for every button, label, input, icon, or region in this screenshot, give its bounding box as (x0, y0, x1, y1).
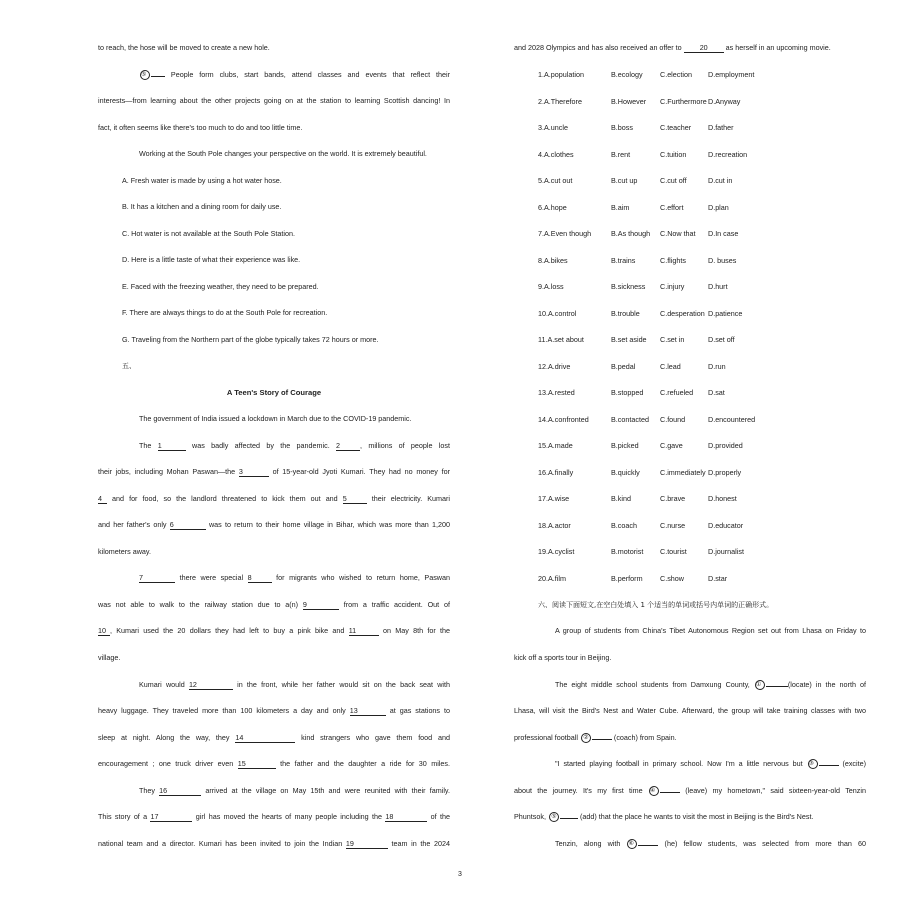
choice-option[interactable]: B.However (611, 96, 647, 106)
choice-option[interactable]: 1.A.population (538, 70, 584, 79)
choice-option[interactable]: B.ecology (611, 70, 643, 79)
choice-option[interactable]: B.pedal (611, 361, 636, 371)
answer-blank[interactable]: 19 (346, 840, 388, 849)
choice-option[interactable]: B.quickly (611, 467, 640, 477)
answer-blank[interactable] (592, 739, 612, 740)
option-d: D. Here is a little taste of what their experience was like. (122, 255, 301, 264)
choice-option[interactable]: C.found (660, 414, 686, 424)
choice-option[interactable]: C.immediately (660, 467, 706, 477)
choice-option[interactable]: 14.A.confronted (538, 414, 589, 424)
choice-option[interactable]: D.recreation (708, 149, 748, 159)
text-line: 10 , Kumari used the 20 dollars they had left to buy a pink bike and 11 on May 8th for the (98, 626, 450, 635)
choice-option[interactable]: 5.A.cut out (538, 176, 573, 185)
choice-option[interactable]: D.patience (708, 308, 743, 318)
text-line: was not able to walk to the railway station due to a(n) 9 from a traffic accident. Out of (98, 600, 450, 609)
text-line: Phuntsok, ⑤ (add) that the place he wants to visit the most in Beijing is the Bird's Nest. (514, 812, 814, 821)
answer-blank[interactable]: 3 (239, 468, 269, 477)
answer-blank[interactable]: 2 (336, 442, 360, 451)
answer-blank[interactable]: 6 (170, 521, 206, 530)
choice-option[interactable]: D.star (708, 573, 728, 583)
answer-blank[interactable]: 11 (349, 627, 379, 636)
text-line: encouragement ; one truck driver even 15 the father and the daughter a ride for 30 miles. (98, 759, 450, 768)
choice-option[interactable]: D.journalist (708, 547, 744, 556)
choice-option[interactable]: C.election (660, 70, 692, 79)
question-number-marker: ⑤ (549, 812, 559, 822)
question-number-marker: ② (581, 733, 591, 743)
choice-option[interactable]: B.coach (611, 520, 637, 530)
choice-option[interactable]: B.kind (611, 494, 631, 503)
choice-option[interactable]: 4.A.clothes (538, 149, 574, 159)
text-line: The government of India issued a lockdown in March due to the COVID-19 pandemic. (139, 414, 412, 423)
option-e: E. Faced with the freezing weather, they need to be prepared. (122, 282, 319, 291)
choice-option[interactable]: D.hurt (708, 282, 728, 291)
choice-option[interactable]: C.cut off (660, 176, 687, 185)
question-number-marker: ③ (808, 759, 818, 769)
text-line: kilometers away. (98, 547, 151, 556)
choice-option[interactable]: B.trouble (611, 308, 640, 318)
answer-blank[interactable] (819, 765, 839, 766)
text-line: A group of students from China's Tibet Autonomous Region set out from Lhasa on Friday to (555, 626, 866, 635)
choice-option[interactable]: C.refueled (660, 388, 694, 397)
choice-option[interactable]: 11.A.set about (538, 335, 584, 344)
answer-blank[interactable]: 9 (303, 601, 339, 610)
answer-blank[interactable]: 12 (189, 681, 233, 690)
choice-option[interactable]: 15.A.made (538, 441, 573, 450)
choice-option[interactable]: C.desperation (660, 308, 705, 318)
answer-blank[interactable]: 13 (350, 707, 386, 716)
question-number-marker: ⑤ (140, 70, 150, 80)
choice-option[interactable]: C.tourist (660, 547, 687, 556)
choice-option[interactable]: 9.A.loss (538, 282, 564, 291)
option-a: A. Fresh water is made by using a hot water hose. (122, 176, 282, 185)
text-line: about the journey. It's my first time ④ (leave) my hometown," said sixteen-year-old Tenzin (514, 786, 866, 795)
answer-blank[interactable]: 8 (248, 574, 272, 583)
choice-option[interactable]: 7.A.Even though (538, 229, 592, 238)
text-line: national team and a director. Kumari has been invited to join the Indian 19 team in the 2024 (98, 839, 450, 848)
text-line: "I started playing football in primary school. Now I'm a little nervous but ③ (excite) (555, 759, 867, 768)
text-line: Kumari would 12 in the front, while her father would sit on the back seat with (139, 680, 451, 689)
text-line: Lhasa, will visit the Bird's Nest and Water Cube. Afterward, the group will take training classes with two (514, 706, 866, 715)
choice-option[interactable]: B.cut up (611, 176, 638, 185)
choice-option[interactable]: D.set off (708, 335, 735, 344)
option-g: G. Traveling from the Northern part of the globe typically takes 72 hours or more. (122, 335, 379, 344)
text-line: heavy luggage. They traveled more than 100 kilometers a day and only 13 at gas stations to (98, 706, 450, 715)
choice-option[interactable]: D.properly (708, 467, 742, 477)
choice-option[interactable]: D.cut in (708, 176, 733, 185)
choice-option[interactable]: B.perform (611, 573, 643, 583)
choice-option[interactable]: D.In case (708, 229, 739, 238)
answer-blank[interactable] (560, 818, 578, 819)
option-c: C. Hot water is not available at the South Pole Station. (122, 229, 295, 238)
answer-blank[interactable] (660, 792, 680, 793)
choice-option[interactable]: D.sat (708, 388, 725, 397)
choice-option[interactable]: C.teacher (660, 123, 692, 132)
text-line: sleep at night. Along the way, they 14 kind strangers who gave them food and (98, 733, 450, 742)
choice-option[interactable]: D. buses (708, 255, 737, 265)
choice-option[interactable]: 19.A.cyclist (538, 547, 575, 556)
choice-option[interactable]: B.picked (611, 441, 639, 450)
choice-option[interactable]: 13.A.rested (538, 388, 575, 397)
answer-blank[interactable]: 1 (158, 442, 186, 451)
choice-option[interactable]: C.nurse (660, 520, 686, 530)
choice-option[interactable]: D.encountered (708, 414, 756, 424)
answer-blank[interactable]: 5 (343, 495, 367, 504)
answer-blank[interactable]: 18 (385, 813, 427, 822)
text-line: fact, it often seems like there's too much to do and too little time. (98, 123, 303, 132)
text-line: interests—from learning about the other projects going on at the station to learning Scottish dancing! In (98, 96, 450, 105)
choice-option[interactable]: 16.A.finally (538, 467, 574, 477)
answer-blank[interactable]: 17 (150, 813, 192, 822)
choice-option[interactable]: 10.A.control (538, 308, 577, 318)
page-number: 3 (458, 871, 462, 878)
choice-option[interactable]: D.run (708, 361, 726, 371)
choice-option[interactable]: D.father (708, 123, 734, 132)
choice-option[interactable]: B.contacted (611, 414, 649, 424)
choice-option[interactable]: C.tuition (660, 149, 687, 159)
text-line: kick off a sports tour in Beijing. (514, 653, 612, 662)
choice-option[interactable]: C.brave (660, 494, 686, 503)
choice-option[interactable]: B.motorist (611, 547, 644, 556)
text-line: to reach, the hose will be moved to create a new hole. (98, 43, 270, 52)
choice-option[interactable]: 6.A.hope (538, 202, 567, 212)
choice-option[interactable]: D.honest (708, 494, 737, 503)
choice-option[interactable]: C.Now that (660, 229, 696, 238)
section-heading: 六、阅读下面短文,在空白处填入 1 个适当的单词或括号内单词的正确形式。 (538, 601, 774, 609)
choice-option[interactable]: D.Anyway (708, 96, 741, 106)
text-line: This story of a 17 girl has moved the hearts of many people including the 18 of the (98, 812, 450, 821)
choice-option[interactable]: C.Furthermore (660, 96, 707, 106)
text-line: The 1 was badly affected by the pandemic. 2 , millions of people lost (139, 441, 450, 450)
passage-title: A Teen's Story of Courage (226, 388, 322, 397)
choice-option[interactable]: 18.A.actor (538, 520, 571, 530)
answer-blank[interactable]: 15 (238, 760, 276, 769)
text-line: and 2028 Olympics and has also received an offer to 20 as herself in an upcoming movie. (514, 43, 831, 52)
choice-option[interactable]: B.aim (611, 202, 630, 212)
text-line: 4 and for food, so the landlord threatened to kick them out and 5 their electricity. Kumari (98, 494, 451, 503)
answer-blank[interactable]: 10 (98, 627, 110, 636)
choice-option[interactable]: 12.A.drive (538, 361, 571, 371)
choice-option[interactable]: B.boss (611, 123, 633, 132)
choice-option[interactable]: B.stopped (611, 388, 644, 397)
text-line: The eight middle school students from Damxung County, ① (locate) in the north of (555, 680, 866, 689)
text-line: village. (98, 653, 121, 662)
answer-blank[interactable]: 20 (684, 44, 724, 53)
text-line: Working at the South Pole changes your perspective on the world. It is extremely beautiful. (139, 149, 427, 158)
choice-option[interactable]: 20.A.film (538, 573, 566, 583)
answer-blank[interactable]: 7 (139, 574, 175, 583)
option-b: B. It has a kitchen and a dining room for daily use. (122, 202, 282, 211)
text-line: ⑤ People form clubs, start bands, attend classes and events that reflect their (141, 70, 450, 79)
option-f: F. There are always things to do at the South Pole for recreation. (122, 308, 328, 317)
choice-option[interactable]: D.provided (708, 441, 743, 450)
choice-option[interactable]: 17.A.wise (538, 494, 570, 503)
choice-option[interactable]: B.trains (611, 255, 636, 265)
choice-option[interactable]: 8.A.bikes (538, 255, 568, 265)
choice-option[interactable]: C.lead (660, 361, 681, 371)
choice-option[interactable]: B.rent (611, 149, 631, 159)
text-line: They 16 arrived at the village on May 15th and were reunited with their family. (139, 786, 450, 795)
choice-option[interactable]: B.As though (611, 229, 651, 238)
choice-option[interactable]: B.set aside (611, 335, 647, 344)
choice-option[interactable]: D.educator (708, 520, 744, 530)
text-line: their jobs, including Mohan Paswan—the 3 of 15-year-old Jyoti Kumari. They had no money for (98, 467, 450, 476)
text-line: Tenzin, along with ⑥ (he) fellow students, was selected from more than 60 (555, 839, 866, 848)
choice-option[interactable]: C.effort (660, 202, 684, 212)
section-heading: 五、 (122, 362, 136, 370)
question-number-marker: ④ (649, 786, 659, 796)
choice-option[interactable]: B.sickness (611, 282, 646, 291)
question-number-marker: ⑥ (627, 839, 637, 849)
choice-option[interactable]: D.plan (708, 202, 729, 212)
choice-option[interactable]: C.gave (660, 441, 683, 450)
choice-option[interactable]: 2.A.Therefore (538, 96, 582, 106)
answer-blank[interactable]: 4 (98, 495, 107, 504)
answer-blank[interactable]: 14 (235, 734, 295, 743)
question-number-marker: ① (755, 680, 765, 690)
choice-option[interactable]: C.show (660, 573, 684, 583)
answer-blank[interactable] (638, 845, 658, 846)
choice-option[interactable]: C.injury (660, 282, 685, 291)
choice-option[interactable]: C.flights (660, 255, 686, 265)
answer-blank[interactable] (151, 76, 165, 77)
choice-option[interactable]: D.employment (708, 70, 755, 79)
choice-option[interactable]: C.set in (660, 335, 685, 344)
text-line: professional football ② (coach) from Spain. (514, 733, 677, 742)
text-line: 7 there were special 8 for migrants who wished to return home, Paswan (139, 573, 450, 582)
choice-option[interactable]: 3.A.uncle (538, 123, 568, 132)
answer-blank[interactable]: 16 (159, 787, 201, 796)
text-line: and her father's only 6 was to return to their home village in Bihar, which was more than 1,200 (98, 520, 451, 529)
answer-blank[interactable] (766, 686, 788, 687)
